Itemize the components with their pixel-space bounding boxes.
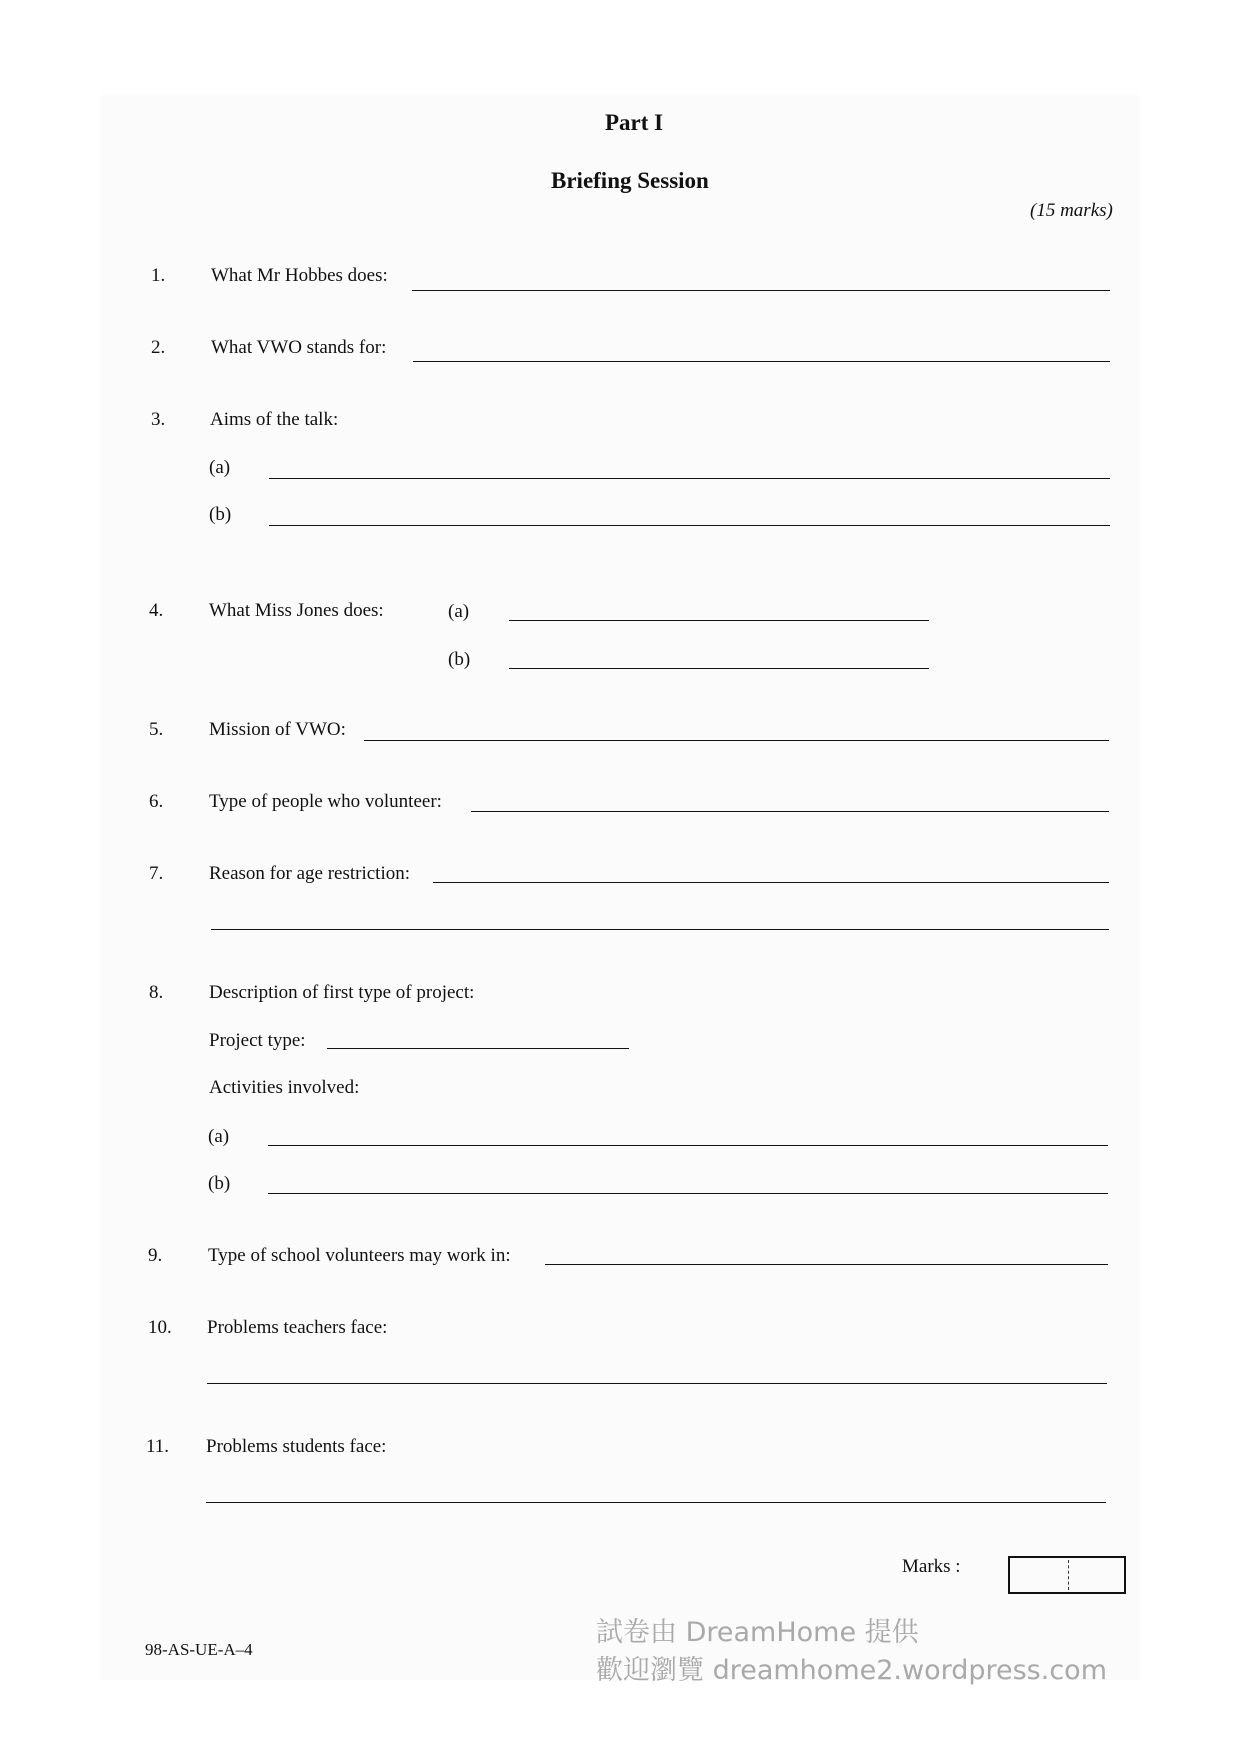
question-8-text: Description of first type of project: <box>209 982 475 1003</box>
question-8a-label: (a) <box>208 1126 230 1147</box>
answer-line-project-type[interactable] <box>327 1048 629 1049</box>
answer-line-10[interactable] <box>207 1383 1107 1384</box>
question-5-text: Mission of VWO: <box>209 719 346 740</box>
question-7-text: Reason for age restriction: <box>209 863 411 884</box>
question-9-text: Type of school volunteers may work in: <box>208 1245 511 1266</box>
question-6-text: Type of people who volunteer: <box>209 791 442 812</box>
question-number-3: 3. <box>151 409 166 430</box>
activities-label: Activities involved: <box>209 1077 360 1098</box>
marks-box[interactable] <box>1008 1556 1126 1594</box>
question-3a-label: (a) <box>209 457 231 478</box>
watermark-line-1: 試卷由 DreamHome 提供 <box>596 1617 919 1648</box>
answer-line-8b[interactable] <box>268 1193 1108 1194</box>
marks-label: Marks : <box>902 1556 961 1577</box>
answer-line-6[interactable] <box>471 811 1109 812</box>
section-title: Briefing Session <box>551 168 709 193</box>
answer-line-3b[interactable] <box>269 525 1110 526</box>
question-1-text: What Mr Hobbes does: <box>211 265 388 286</box>
question-4-text: What Miss Jones does: <box>209 600 384 621</box>
question-11-text: Problems students face: <box>206 1436 387 1457</box>
question-number-1: 1. <box>151 265 166 286</box>
part-title: Part I <box>605 110 664 135</box>
question-number-6: 6. <box>149 791 164 812</box>
answer-line-4b[interactable] <box>509 668 929 669</box>
answer-line-8a[interactable] <box>268 1145 1108 1146</box>
question-8b-label: (b) <box>208 1173 231 1194</box>
question-number-7: 7. <box>149 863 164 884</box>
question-number-2: 2. <box>151 337 166 358</box>
question-number-4: 4. <box>149 600 164 621</box>
answer-line-4a[interactable] <box>509 620 929 621</box>
question-number-5: 5. <box>149 719 164 740</box>
answer-line-11[interactable] <box>206 1502 1106 1503</box>
question-number-11: 11. <box>146 1436 170 1457</box>
question-number-8: 8. <box>149 982 164 1003</box>
answer-line-3a[interactable] <box>269 478 1110 479</box>
project-type-label: Project type: <box>209 1030 306 1051</box>
watermark-line-2: 歡迎瀏覽 dreamhome2.wordpress.com <box>596 1655 1107 1686</box>
answer-line-2[interactable] <box>413 361 1110 362</box>
question-3b-label: (b) <box>209 504 232 525</box>
marks-box-divider <box>1068 1560 1069 1590</box>
question-10-text: Problems teachers face: <box>207 1317 388 1338</box>
question-2-text: What VWO stands for: <box>211 337 387 358</box>
question-number-9: 9. <box>148 1245 163 1266</box>
answer-line-5[interactable] <box>364 740 1109 741</box>
question-4b-label: (b) <box>448 649 471 670</box>
answer-line-9[interactable] <box>545 1264 1108 1265</box>
question-4a-label: (a) <box>448 601 470 622</box>
question-number-10: 10. <box>148 1317 172 1338</box>
answer-line-7b[interactable] <box>211 929 1109 930</box>
question-3-text: Aims of the talk: <box>210 409 339 430</box>
total-marks-note: (15 marks) <box>1030 200 1113 221</box>
answer-line-7a[interactable] <box>433 882 1109 883</box>
paper-code: 98-AS-UE-A–4 <box>145 1640 253 1659</box>
answer-line-1[interactable] <box>412 290 1110 291</box>
